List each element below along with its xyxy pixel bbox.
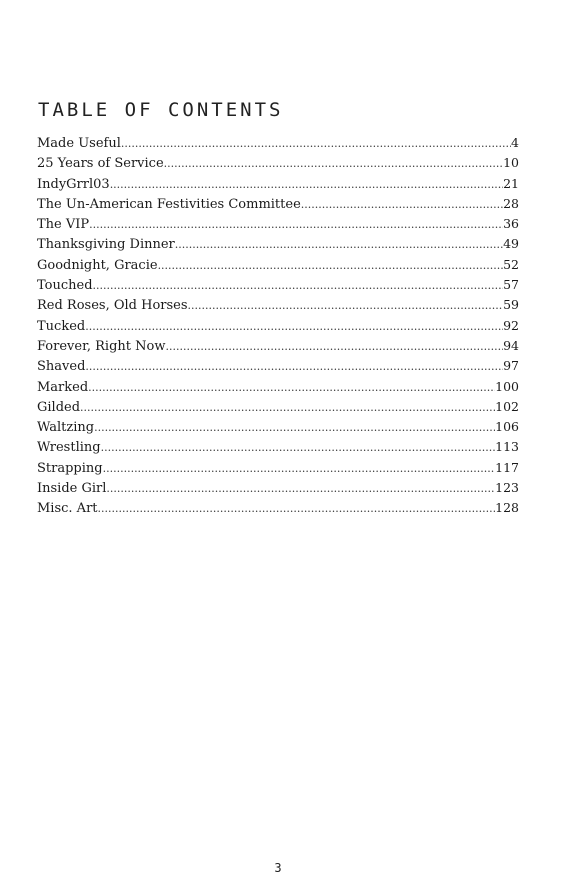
dot-leader bbox=[85, 317, 503, 336]
dot-leader bbox=[94, 418, 495, 437]
table-of-contents bbox=[37, 133, 519, 519]
dot-leader bbox=[88, 378, 495, 397]
toc-entry-page: 117 bbox=[495, 459, 519, 475]
toc-entry-page: 128 bbox=[495, 500, 519, 516]
toc-entry bbox=[37, 234, 519, 254]
toc-entry-title: IndyGrrl03 bbox=[37, 176, 110, 192]
toc-entry bbox=[37, 458, 519, 478]
toc-entry bbox=[37, 478, 519, 498]
toc-entry bbox=[37, 437, 519, 457]
dot-leader bbox=[89, 215, 503, 234]
toc-entry-title: Waltzing bbox=[37, 420, 95, 436]
toc-entry-page: 94 bbox=[503, 337, 519, 353]
dot-leader bbox=[85, 357, 503, 376]
toc-entry-page: 4 bbox=[511, 135, 519, 150]
toc-entry-page: 52 bbox=[503, 256, 519, 272]
dot-leader bbox=[80, 398, 495, 417]
toc-entry-page: 100 bbox=[495, 378, 519, 394]
toc-entry-title: 25 Years of Service bbox=[37, 156, 164, 172]
toc-entry-title: Inside Girl bbox=[37, 481, 107, 497]
toc-entry-title: The Un-American Festivities Committee bbox=[37, 196, 301, 212]
toc-entry-page: 123 bbox=[495, 480, 519, 496]
dot-leader bbox=[106, 479, 495, 498]
dot-leader bbox=[165, 337, 503, 356]
toc-entry-title: Touched bbox=[37, 278, 93, 294]
toc-entry-page: 36 bbox=[503, 216, 519, 232]
toc-entry-title: Wrestling bbox=[37, 440, 101, 456]
toc-entry bbox=[37, 295, 519, 315]
toc-entry-page: 97 bbox=[503, 358, 519, 374]
toc-entry-title: Made Useful bbox=[37, 136, 121, 151]
toc-entry bbox=[37, 194, 519, 214]
toc-entry bbox=[37, 275, 519, 295]
toc-entry-title: Red Roses, Old Horses bbox=[37, 298, 188, 314]
toc-entry bbox=[37, 417, 519, 437]
toc-entry-page: 21 bbox=[503, 175, 519, 191]
toc-entry-title: Goodnight, Gracie bbox=[37, 257, 158, 273]
toc-entry-title: Forever, Right Now bbox=[37, 338, 166, 354]
dot-leader bbox=[110, 175, 503, 194]
toc-entry-page: 28 bbox=[503, 195, 519, 211]
toc-entry-page: 113 bbox=[495, 439, 519, 455]
page-title: TABLE OF CONTENTS bbox=[38, 99, 284, 121]
toc-entry bbox=[37, 336, 519, 356]
page-number: 3 bbox=[274, 861, 282, 875]
toc-entry bbox=[37, 377, 519, 397]
toc-entry bbox=[37, 255, 519, 275]
dot-leader bbox=[101, 438, 496, 457]
dot-leader bbox=[121, 134, 511, 153]
toc-entry bbox=[37, 133, 519, 153]
dot-leader bbox=[93, 276, 504, 295]
toc-entry-title: Gilded bbox=[37, 399, 81, 415]
toc-entry-page: 59 bbox=[503, 297, 519, 313]
dot-leader bbox=[164, 154, 503, 173]
toc-entry-page: 57 bbox=[503, 277, 519, 293]
toc-entry bbox=[37, 356, 519, 376]
toc-entry bbox=[37, 153, 519, 173]
toc-entry-title: Strapping bbox=[37, 460, 103, 476]
toc-entry-title: Misc. Art bbox=[37, 501, 98, 517]
toc-entry-page: 49 bbox=[503, 236, 519, 252]
dot-leader bbox=[158, 256, 504, 275]
toc-entry bbox=[37, 214, 519, 234]
dot-leader bbox=[301, 195, 503, 214]
toc-entry-title: Shaved bbox=[37, 359, 86, 375]
toc-entry bbox=[37, 174, 519, 194]
dot-leader bbox=[188, 296, 504, 315]
toc-entry bbox=[37, 397, 519, 417]
toc-entry-title: Marked bbox=[37, 379, 89, 395]
toc-entry-page: 10 bbox=[503, 155, 519, 171]
dot-leader bbox=[98, 499, 496, 518]
toc-entry-page: 106 bbox=[495, 419, 519, 435]
toc-entry-page: 102 bbox=[495, 398, 519, 414]
dot-leader bbox=[103, 459, 496, 478]
dot-leader bbox=[175, 235, 503, 254]
toc-entry bbox=[37, 498, 519, 518]
toc-entry-title: The VIP bbox=[37, 217, 90, 233]
toc-entry-page: 92 bbox=[503, 317, 519, 333]
toc-entry-title: Tucked bbox=[37, 318, 86, 334]
toc-entry-title: Thanksgiving Dinner bbox=[37, 237, 175, 253]
toc-entry bbox=[37, 316, 519, 336]
